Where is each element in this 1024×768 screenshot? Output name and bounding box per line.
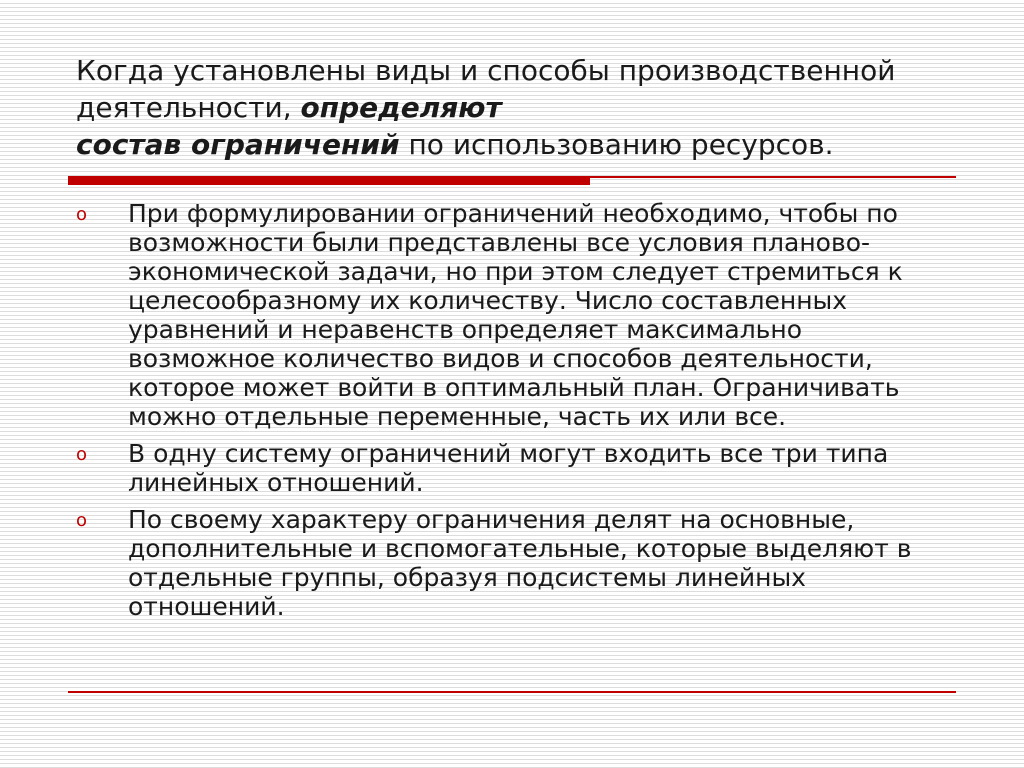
bullet-text: По своему характеру ограничения делят на основные, дополнительные и вспомогательные, которые выделяют в отдельные группы, образуя подсистемы линейных отношений. [128,505,912,621]
bullet-item [76,505,956,621]
slide-title [76,52,976,163]
bullet-circle-icon: o [76,444,88,465]
title-underline-thick [68,176,590,185]
bullet-item [76,439,956,497]
bullet-list [76,199,956,629]
bullet-item [76,199,956,431]
bullet-circle-icon: o [76,510,88,531]
title-emphasis-1: определяют [300,91,502,124]
title-underline-thin [590,176,956,178]
title-text-part1: Когда установлены виды и способы производственной деятельности, [76,54,896,124]
title-emphasis-2: состав ограничений [76,128,400,161]
footer-divider [68,691,956,693]
bullet-text: При формулировании ограничений необходимо, чтобы по возможности были представлены все условия планово-экономической задачи, но при этом следует стремиться к целесообразному их количеству. Число составленных уравнений и неравенств определяет максимально возможное количество видов и способов деятельности, которое может войти в оптимальный план. Ограничивать можно отдельные переменные, часть их или все. [128,199,903,431]
title-text-part2: по использованию ресурсов. [399,128,834,161]
bullet-text: В одну систему ограничений могут входить все три типа линейных отношений. [128,439,889,497]
bullet-circle-icon: o [76,204,88,225]
